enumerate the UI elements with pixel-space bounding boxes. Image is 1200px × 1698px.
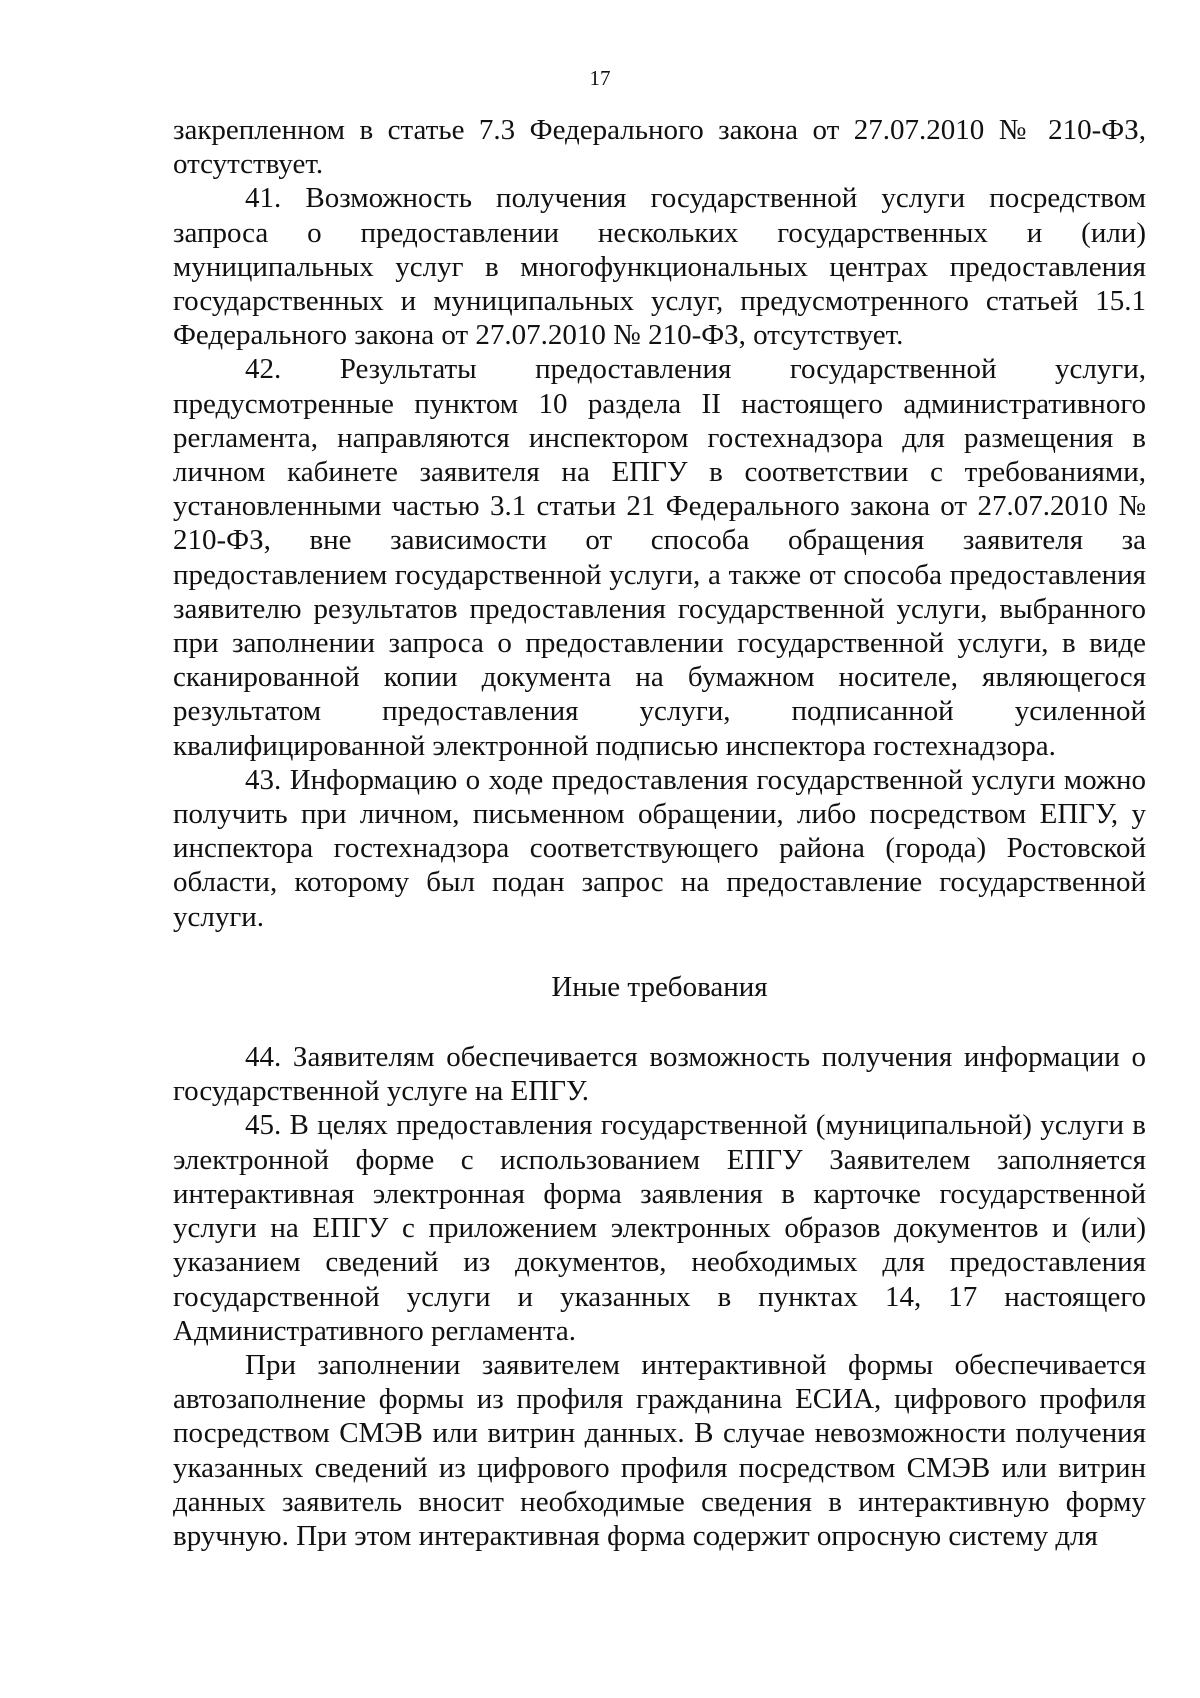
paragraph-44: 44. Заявителям обеспечивается возможность получения информации о государственной услуге на ЕПГУ.	[173, 1041, 1146, 1108]
section-heading: Иные требования	[551, 970, 768, 1003]
paragraph-43: 43. Информацию о ходе предоставления государственной услуги можно получить при личном, письменном обращении, либо посредством ЕПГУ, у инспектора гостехнадзора соответствующего района (города) Ростовской области, которому был подан запрос на предоставление государственной услуги.	[173, 763, 1146, 933]
paragraph-45-continued: При заполнении заявителем интерактивной формы обеспечивается автозаполнение формы из профиля гражданина ЕСИА, цифрового профиля посредством СМЭВ или витрин данных. В случае невозможности получения указанных сведений из цифрового профиля посредством СМЭВ или витрин данных заявитель вносит необходимые сведения в интерактивную форму вручную. При этом интерактивная форма содержит опросную систему для	[173, 1348, 1146, 1552]
paragraph-41: 41. Возможность получения государственной услуги посредством запроса о предоставлении нескольких государственных и (или) муниципальных услуг в многофункциональных центрах предоставления государственных и муниципальных услуг, предусмотренного статьей 15.1 Федерального закона от 27.07.2010 № 210-ФЗ, отсутствует.	[173, 182, 1146, 352]
page-number: 17	[589, 66, 611, 90]
paragraph-45: 45. В целях предоставления государственной (муниципальной) услуги в электронной форме с использованием ЕПГУ Заявителем заполняется интерактивная электронная форма заявления в карточке государственной услуги на ЕПГУ с приложением электронных образов документов и (или) указанием сведений из документов, необходимых для предоставления государственной услуги и указанных в пунктах 14, 17 настоящего Административного регламента.	[173, 1109, 1146, 1347]
paragraph-42: 42. Результаты предоставления государственной услуги, предусмотренные пунктом 10 раздела II настоящего административного регламента, направляются инспектором гостехнадзора для размещения в личном кабинете заявителя на ЕПГУ в соответствии с требованиями, установленными частью 3.1 статьи 21 Федерального закона от 27.07.2010 № 210-ФЗ, вне зависимости от способа обращения заявителя за предоставлением государственной услуги, а также от способа предоставления заявителю результатов предоставления государственной услуги, выбранного при заполнении запроса о предоставлении государственной услуги, в виде сканированной копии документа на бумажном носителе, являющегося результатом предоставления услуги, подписанной усиленной квалифицированной электронной подписью инспектора гостехнадзора.	[173, 353, 1146, 762]
paragraph-continuation: закрепленном в статье 7.3 Федерального закона от 27.07.2010 № 210-ФЗ, отсутствует.	[173, 114, 1146, 181]
document-body	[173, 113, 1146, 1553]
